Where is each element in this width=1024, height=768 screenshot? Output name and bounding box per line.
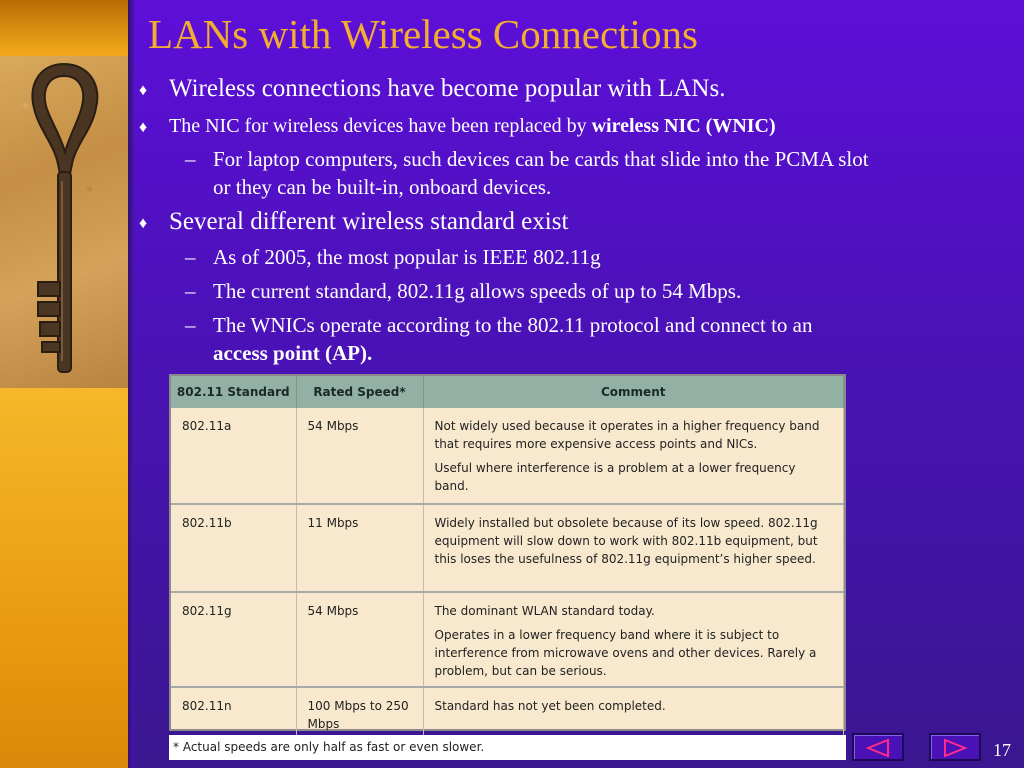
bullet-text: As of 2005, the most popular is IEEE 802.11g (213, 245, 601, 269)
bullet-text: The NIC for wireless devices have been replaced by (169, 115, 592, 137)
speed-cell: 54 Mbps (296, 592, 423, 687)
dash-bullet-icon: – (185, 147, 196, 171)
bullet-level1 (139, 208, 569, 236)
diamond-bullet-icon: ♦ (139, 119, 148, 136)
comment-text: Operates in a lower frequency band where it is subject to interference from microwave ovens and other devices. Rarely a problem, but can be serious. (434, 628, 817, 678)
table-footnote: * Actual speeds are only half as fast or even slower. (169, 735, 846, 760)
key-icon (0, 56, 128, 388)
comment-cell (423, 504, 844, 592)
triangle-right-icon (943, 739, 967, 757)
bullet-level1 (139, 112, 776, 140)
bullet-level2 (185, 311, 813, 367)
comment-cell (423, 408, 844, 504)
table-row (171, 592, 844, 687)
comment-cell (423, 592, 844, 687)
standard-cell: 802.11a (171, 408, 296, 504)
dash-bullet-icon: – (185, 313, 196, 337)
dash-bullet-icon: – (185, 279, 196, 303)
standard-cell: 802.11g (171, 592, 296, 687)
comment-text: Not widely used because it operates in a higher frequency band that requires more expensive access points and NICs. (434, 419, 820, 451)
speed-cell: 100 Mbps to 250 Mbps (296, 687, 423, 740)
standard-cell: 802.11n (171, 687, 296, 740)
comment-text: Useful where interference is a problem at a lower frequency band. (434, 461, 796, 493)
bullet-level2 (185, 243, 601, 271)
bullet-level2 (185, 145, 869, 201)
comment-cell (423, 687, 844, 740)
bullet-text: The WNICs operate according to the 802.11 protocol and connect to an (213, 313, 813, 337)
bullet-level2 (185, 277, 742, 305)
bullet-text: or they can be built-in, onboard devices. (213, 175, 552, 199)
table-row (171, 408, 844, 504)
column-header: Comment (423, 376, 844, 408)
slide-number: 17 (993, 740, 1011, 760)
table-header-row (171, 376, 844, 408)
slide-title: LANs with Wireless Connections (148, 11, 698, 57)
triangle-left-icon (866, 739, 890, 757)
bullet-level1 (139, 75, 726, 103)
column-header: 802.11 Standard (171, 376, 296, 408)
speed-cell: 54 Mbps (296, 408, 423, 504)
column-header: Rated Speed* (296, 376, 423, 408)
speed-cell: 11 Mbps (296, 504, 423, 592)
key-image (0, 56, 128, 388)
bullet-text: The current standard, 802.11g allows speeds of up to 54 Mbps. (213, 279, 742, 303)
comment-text: Widely installed but obsolete because of its low speed. 802.11g equipment will slow down to work with 802.11b equipment, but this loses the usefulness of 802.11g equipment’s higher speed. (434, 516, 818, 566)
diamond-bullet-icon: ♦ (139, 82, 148, 99)
bullet-text: Several different wireless standard exist (169, 208, 569, 235)
bullet-text: For laptop computers, such devices can be cards that slide into the PCMA slot (213, 147, 869, 171)
dash-bullet-icon: – (185, 245, 196, 269)
previous-slide-button[interactable] (852, 733, 904, 761)
bullet-bold-text: wireless NIC (WNIC) (591, 115, 776, 137)
standard-cell: 802.11b (171, 504, 296, 592)
comment-text: The dominant WLAN standard today. (434, 604, 655, 618)
table-row (171, 687, 844, 740)
standards-table (171, 376, 844, 741)
bullet-bold-text: access point (AP). (213, 341, 373, 365)
diamond-bullet-icon: ♦ (139, 215, 148, 232)
wireless-standards-table (169, 374, 846, 731)
next-slide-button[interactable] (929, 733, 981, 761)
comment-text: Standard has not yet been completed. (434, 699, 666, 713)
bullet-text: Wireless connections have become popular with LANs. (169, 75, 726, 102)
table-row (171, 504, 844, 592)
